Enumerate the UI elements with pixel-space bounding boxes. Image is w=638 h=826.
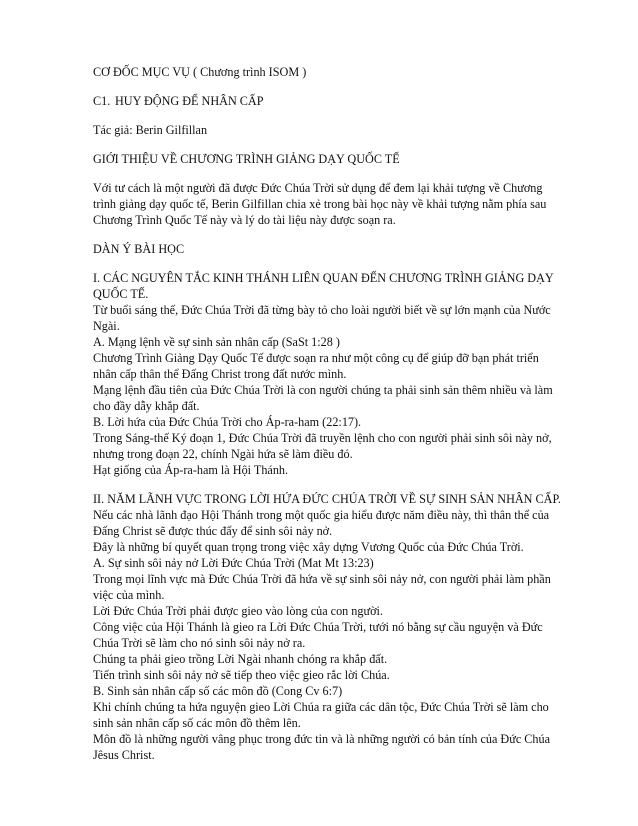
paragraph-line: Mạng lệnh đầu tiên của Đức Chúa Trời là con người chúng ta phải sinh sản thêm nhiều và làm cho đầy dẫy khắp đất.: [93, 383, 553, 413]
paragraph-line: Công việc của Hội Thánh là gieo ra Lời Đức Chúa Trời, tưới nó bằng sự cầu nguyện và Đức Chúa Trời sẽ làm cho nó sinh sôi nảy nở ra.: [93, 620, 543, 650]
paragraph-line: Môn đồ là những người vâng phục trong đức tin và là những người có bản tính của Đức Chúa Jêsus Christ.: [93, 732, 551, 762]
section-2: [93, 491, 563, 763]
subheading-b: B. Sinh sản nhân cấp số các môn đồ (Cong Cv 6:7): [93, 684, 343, 698]
document-page: [93, 64, 563, 763]
paragraph-line: Đây là những bí quyết quan trọng trong việc xây dựng Vương Quốc của Đức Chúa Trời.: [93, 540, 524, 554]
chapter-number: C1.: [93, 94, 111, 108]
section-1: [93, 270, 563, 478]
paragraph-line: Chúng ta phải gieo trồng Lời Ngài nhanh chóng ra khắp đất.: [93, 652, 388, 666]
author-line: Tác giả: Berin Gilfillan: [93, 123, 208, 137]
section-2-heading: II. NĂM LÃNH VỰC TRONG LỜI HỨA ĐỨC CHÚA TRỜI VỀ SỰ SINH SẢN NHÂN CẤP.: [93, 492, 561, 506]
paragraph-line: Trong Sáng-thế Ký đoạn 1, Đức Chúa Trời đã truyền lệnh cho con người phải sinh sôi này nở, nhưng trong đoạn 22, chính Ngài hứa sẽ làm điều đó.: [93, 431, 552, 461]
intro-paragraph: Với tư cách là một người đã được Đức Chúa Trời sử dụng để đem lại khải tượng về Chương trình giảng dạy quốc tế, Berin Gilfillan chia xẻ trong bài học này về khải tượng nằm phía sau Chương Trình Quốc Tế này và lý do tài liệu này được soạn ra.: [93, 181, 547, 227]
subheading-b: B. Lời hứa của Đức Chúa Trời cho Áp-ra-ham (22:17).: [93, 415, 362, 429]
paragraph-line: Trong mọi lĩnh vực mà Đức Chúa Trời đã hứa về sự sinh sôi nảy nở, con người phải làm phần việc của mình.: [93, 572, 551, 602]
paragraph-line: Nếu các nhà lãnh đạo Hội Thánh trong một quốc gia hiểu được năm điều này, thì thân thể của Đấng Christ sẽ được thúc đẩy để sinh sôi nảy nở.: [93, 508, 550, 538]
intro-heading: GIỚI THIỆU VỀ CHƯƠNG TRÌNH GIẢNG DẠY QUỐC TẾ: [93, 152, 400, 166]
subheading-a: A. Sự sinh sôi nảy nở Lời Đức Chúa Trời (Mat Mt 13:23): [93, 556, 374, 570]
section-1-heading: I. CÁC NGUYÊN TẮC KINH THÁNH LIÊN QUAN ĐẾN CHƯƠNG TRÌNH GIẢNG DẠY QUỐC TẾ.: [93, 271, 554, 301]
paragraph-line: Khi chính chúng ta hứa nguyện gieo Lời Chúa ra giữa các dân tộc, Đức Chúa Trời sẽ làm cho sinh sản nhân cấp số các môn đồ thêm lên.: [93, 700, 549, 730]
paragraph-line: Lời Đức Chúa Trời phải được gieo vào lòng của con người.: [93, 604, 383, 618]
outline-heading: DÀN Ý BÀI HỌC: [93, 242, 185, 256]
chapter-heading: [93, 93, 563, 109]
subheading-a: A. Mạng lệnh về sự sinh sản nhân cấp (SaSt 1:28 ): [93, 335, 340, 349]
course-title: CƠ ĐỐC MỤC VỤ ( Chương trình ISOM ): [93, 65, 307, 79]
paragraph-line: Từ buổi sáng thế, Đức Chúa Trời đã từng bày tỏ cho loài người biết về sự lớn mạnh của Nước Ngài.: [93, 303, 551, 333]
paragraph-line: Tiến trình sinh sôi nảy nở sẽ tiếp theo việc gieo rắc lời Chúa.: [93, 668, 390, 682]
paragraph-line: Hạt giống của Áp-ra-ham là Hội Thánh.: [93, 463, 289, 477]
paragraph-line: Chương Trình Giảng Dạy Quốc Tế được soạn ra như một công cụ để giúp đỡ bạn phát triển nhân cấp thân thể Đấng Christ trong đất nước mình.: [93, 351, 539, 381]
chapter-title: HUY ĐỘNG ĐỂ NHÂN CẤP: [115, 94, 264, 108]
